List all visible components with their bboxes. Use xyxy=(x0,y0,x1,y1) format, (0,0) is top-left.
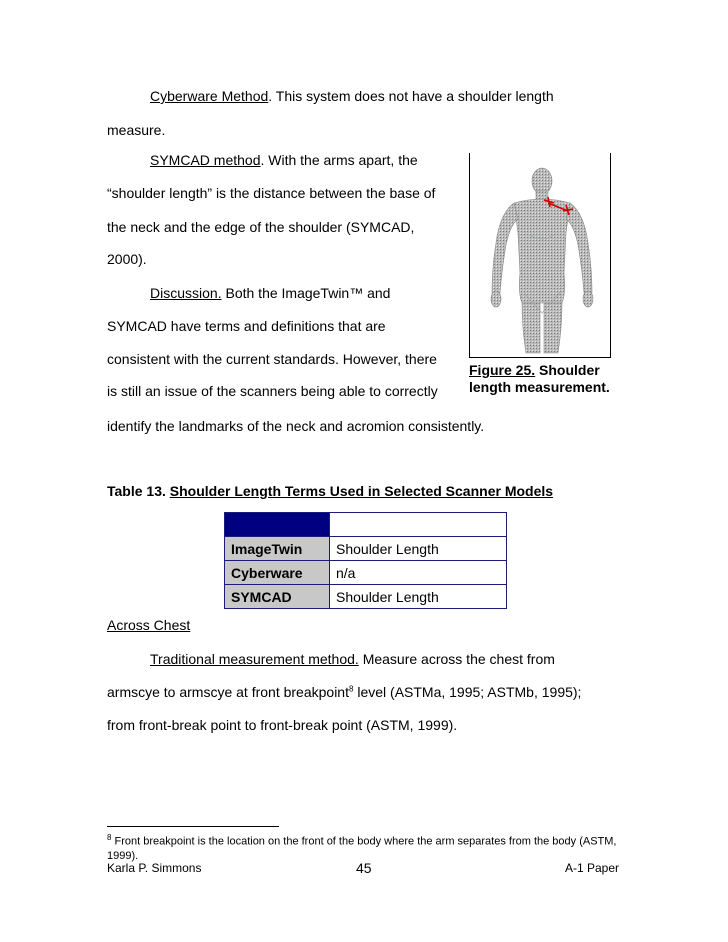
row-term: Shoulder Length xyxy=(330,537,507,561)
para3-line3: consistent with the current standards. However, there xyxy=(107,351,437,367)
figure-25-frame xyxy=(469,153,611,358)
para3-line2: SYMCAD have terms and definitions that are xyxy=(107,318,386,334)
footnote-ref: 8 xyxy=(349,684,354,694)
row-model: ImageTwin xyxy=(225,537,330,561)
row-term: n/a xyxy=(330,561,507,585)
table-row xyxy=(225,585,507,609)
table-title: Shoulder Length Terms Used in Selected Scanner Models xyxy=(169,483,554,499)
footnote: $^8$ Front breakpoint is the location on the front of the body where the arm separates from the body (ASTM, 1999). xyxy=(107,833,617,862)
table-row xyxy=(225,561,507,585)
para1-line2: measure. xyxy=(107,122,166,138)
para3-line1: Discussion. Both the ImageTwin™ and xyxy=(150,285,391,301)
para4-line1: Traditional measurement method. Measure across the chest from xyxy=(150,651,555,667)
para1-line1: Cyberware Method. This system does not have a shoulder length xyxy=(150,88,554,104)
body-scan-figure xyxy=(470,153,610,357)
row-model: SYMCAD xyxy=(225,585,330,609)
symcad-method-heading: SYMCAD method xyxy=(150,152,261,168)
footer-label: A-1 Paper xyxy=(565,861,620,875)
para3-line4: is still an issue of the scanners being able to correctly xyxy=(107,383,438,399)
table-caption: Table 13. Shoulder Length Terms Used in Selected Scanner Models xyxy=(107,483,554,499)
figure-caption-line2: length measurement. xyxy=(469,379,610,395)
para4-line2: armscye to armscye at front breakpoint$^8$ level (ASTMa, 1995; ASTMb, 1995); xyxy=(107,684,582,700)
para2-line3: the neck and the edge of the shoulder (SYMCAD, xyxy=(107,219,415,235)
row-term: Shoulder Length xyxy=(330,585,507,609)
across-chest-heading: Across Chest xyxy=(107,617,191,633)
figure-caption: Figure 25. Shoulder xyxy=(469,362,600,378)
scanner-terms-table xyxy=(224,512,507,609)
para3-line5: identify the landmarks of the neck and acromion consistently. xyxy=(107,418,485,434)
discussion-heading: Discussion. xyxy=(150,285,222,301)
para4-line3: from front-break point to front-break point (ASTM, 1999). xyxy=(107,717,458,733)
column-header: Shoulder Length xyxy=(330,513,507,537)
table-header-row xyxy=(225,513,507,537)
table-row xyxy=(225,537,507,561)
page-number: 45 xyxy=(356,860,372,876)
para2-line4: 2000). xyxy=(107,251,147,267)
footnote-separator xyxy=(107,826,279,827)
row-model: Cyberware xyxy=(225,561,330,585)
traditional-method-heading: Traditional measurement method. xyxy=(150,651,359,667)
footer-author: Karla P. Simmons xyxy=(107,861,202,875)
para2-line2: “shoulder length” is the distance between the base of xyxy=(107,185,436,201)
cyberware-method-heading: Cyberware Method xyxy=(150,88,269,104)
para2-line1: SYMCAD method. With the arms apart, the xyxy=(150,152,418,168)
